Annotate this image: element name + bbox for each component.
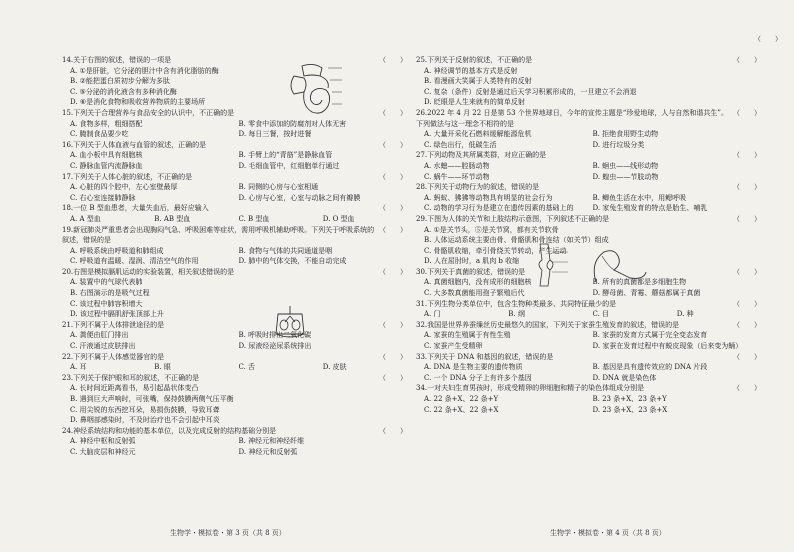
question-text: 下列关于保护眼和耳的叙述，不正确的是 [73,373,200,382]
option: A. A 型血 [70,214,101,223]
footer-right: 生物学・模拟卷・第 4 页（共 8 页） [550,529,666,537]
question-text: 下列生物分类单位中，包含生物种类最多、共同特征最少的是 [427,299,617,308]
question [62,108,407,140]
option: A. 长时间近距离看书，易引起晶状体变凸 [70,384,199,393]
answer-paren[interactable]: （ ） [379,172,407,181]
right-column [416,55,761,415]
option: A. 蚂蚁、狒狒等动物具有明显的社会行为 [424,193,553,202]
question [62,225,407,267]
question-stem [416,108,761,129]
option: D. 进行垃圾分类 [592,140,645,149]
options [416,129,761,150]
question-text: 下列关于反射的叙述，不正确的是 [427,56,533,64]
option: B. 纲 [508,310,525,319]
options [62,119,407,140]
option: A. 真菌细胞内，没有成形的细胞核 [424,278,532,287]
question [416,383,761,415]
question-number: 14. [62,56,74,64]
question-text: 下列关于人体血液与血管的叙述，正确的是 [73,140,207,149]
question-text: 右图是模拟膈肌运动的实验装置，相关叙述错误的是 [73,267,235,276]
option: C. 蜗牛——环节动物 [424,172,490,181]
question [62,267,407,320]
option: C. 22 条+X、22 条+X [424,405,499,414]
question-stem [62,225,407,246]
question-number: 31. [416,299,428,308]
option: A. 装置中的气球代表肺 [70,278,143,287]
option: A. 血小板中具有细胞核 [70,151,143,160]
question-stem [416,383,761,394]
answer-paren[interactable]: （ ） [733,151,761,160]
option: C. B 型血 [238,214,270,223]
question-stem [62,373,407,384]
option: C. 该过程中肺容积增大 [70,299,143,308]
question-stem [62,426,407,437]
options [62,330,407,351]
question-stem [416,150,761,161]
options [416,193,761,214]
question-number: 30. [416,267,428,276]
answer-paren[interactable]: （ ） [379,108,407,117]
options [62,150,407,171]
question-stem [62,140,407,151]
bell-jar-model-figure [272,304,308,340]
option: C. ⑤分泌的消化液含有多种消化酶 [70,87,177,96]
question-text: 新冠肺炎严重患者会出现胸闷气急、呼吸困难等症状，需用呼吸机辅助呼吸。下列关于呼吸系统的叙述，错误的是 [62,225,375,245]
option: C. 舌 [238,363,256,372]
answer-paren[interactable]: （ ） [379,204,407,213]
option: D. 肺中的气体交换，不能自动完成 [238,257,347,266]
option: A. 耳 [70,363,87,372]
option: A. DNA 是生物主要的遗传物质 [424,363,523,372]
question-text: 2022 年 4 月 22 日是第 53 个世界地球日，今年的宣传主题是“珍爱地球，人与自然和谐共生”。下列做法与这一理念不相符的是 [416,108,728,128]
answer-paren[interactable]: （ ） [733,108,761,117]
option: A. 呼吸系统由呼吸道和肺组成 [70,246,164,255]
question-stem [416,182,761,193]
question-text: 关于右图的叙述，错误的一项是 [73,56,172,64]
question [62,373,407,426]
option: C. 大多数真菌能用孢子繁殖后代 [424,289,525,298]
question [62,203,407,224]
question-number: 25. [416,56,428,64]
question [62,55,407,108]
options [416,161,761,182]
option: C. 复杂（条件）反射是通过后天学习积累形成的，一旦建立不会消退 [424,87,637,96]
options [62,214,407,225]
answer-paren[interactable]: （ ） [379,140,407,149]
answer-paren[interactable]: （ ） [733,299,761,308]
question-number: 28. [416,183,428,192]
option: D. 鼻咽部感染时，不及时治疗也不会引起中耳炎 [70,416,220,425]
option: B. AB 型血 [154,214,191,223]
question-number: 20. [62,267,74,276]
question-number: 16. [62,140,74,149]
answer-paren[interactable]: （ ） [379,267,407,276]
option: C. 骨骼肌收缩，牵引骨绕关节转动，产生运动 [424,246,567,255]
option: D. 酵母菌、青霉、蘑菇都属于真菌 [592,289,701,298]
question-number: 22. [62,352,74,361]
question-number: 29. [416,214,428,223]
option: A. 门 [424,310,441,319]
option: C. 右心室连接肺静脉 [70,193,136,202]
question-stem [62,172,407,183]
joint-and-arm-figure [534,242,654,288]
option: C. 目 [592,310,610,319]
option: B. 家蚕的发育方式属于完全变态发育 [592,331,708,340]
option: C. 家蚕产生受精卵 [424,342,483,351]
question-text: 一对夫妇生育男孩时，形成受精卵的卵细胞和精子的染色体组成分别是 [427,384,645,393]
question [416,150,761,182]
option: A. 食物多样，粗细搭配 [70,119,143,128]
answer-paren[interactable]: （ ） [379,373,407,382]
option: B. 零食中添加的防腐剂对人体无害 [238,119,347,128]
option: D. O 型血 [322,214,355,223]
question [62,352,407,373]
question-number: 34. [416,384,428,393]
option: D. 眨眼是人生来就有的简单反射 [424,98,525,107]
option: D. 蝗虫——节肢动物 [592,172,659,181]
options [416,362,761,383]
options [416,394,761,415]
question-stem [62,203,407,214]
option: A. 心脏的四个腔中，左心室壁最厚 [70,183,178,192]
option: D. ⑥是消化食物和吸收营养物质的主要场所 [70,98,206,107]
option: C. 静脉血管内流静脉血 [70,161,143,170]
options [62,436,407,457]
question-stem [62,320,407,331]
question-text: 神经系统结构和功能的基本单位，以及完成反射的结构基础分别是 [73,426,277,435]
question-stem [416,214,761,225]
left-column [62,55,407,458]
question-number: 24. [62,426,74,435]
answer-paren[interactable]: （ ） [733,183,761,192]
answer-paren[interactable]: （ ） [733,352,761,361]
digestive-system-figure [282,62,344,122]
option: A. 神经调节的基本方式是反射 [424,66,518,75]
question-number: 33. [416,352,428,361]
question-text: 下列关于真菌的叙述，错误的是 [427,267,526,276]
question [62,140,407,172]
option: D. 人在屈肘时，a 肌肉 b 收缩 [424,257,520,266]
option: B. 所有的真菌都是多细胞生物 [592,278,687,287]
option: B. 看漫画大笑属于人类特有的反射 [424,77,532,86]
question [62,426,407,458]
option: A. 水螅——腔肠动物 [424,161,490,170]
question-number: 27. [416,151,428,160]
question-stem [416,352,761,363]
option: B. 食物与气体的共同通道是咽 [238,246,333,255]
option: A. 22 条+X、22 条+Y [424,395,499,403]
question-number: 18. [62,204,74,213]
question [62,320,407,352]
option: A. 粪便由肛门排出 [70,331,129,340]
option: C. 汗液通过皮肤排出 [70,342,136,351]
answer-paren[interactable]: （ ） [733,267,761,276]
question [416,299,761,320]
question-number: 19. [62,225,74,234]
question-text: 下列关于人体心脏的叙述，不正确的是 [73,172,193,181]
question-stem [62,267,407,278]
question-text: 下列动物及其所属类群，对应正确的是 [427,151,547,160]
question-stem [416,299,761,310]
footer-left: 生物学・模拟卷・第 3 页（共 8 页） [170,529,286,537]
question [416,320,761,352]
question-stem [62,352,407,363]
option: D. 种 [676,310,694,319]
answer-paren[interactable]: （ ） [379,320,407,329]
options [62,383,407,425]
question-text: 下图为人体的关节和上肢结构示意图，下列叙述不正确的是 [427,214,610,223]
options [416,309,761,320]
option: C. 用尖锐的东西挖耳朵，易损伤鼓膜，导致耳聋 [70,405,220,414]
question-text: 下列不属于人体感觉器官的是 [73,352,165,361]
option: D. 心房与心室，心室与动脉之间有瓣膜 [238,193,361,202]
option: B. 眼 [154,363,171,372]
answer-paren[interactable]: （ ） [733,56,761,64]
question-text: 一位 B 型血患者，大量失血后，最好应输入 [73,204,209,213]
question-number: 26. [416,108,428,117]
option: D. 家兔生殖发育的特点是胎生、哺乳 [592,204,708,213]
question-stem [416,55,761,66]
option: B. 人体运动系统主要由骨、骨骼肌和骨连结（如关节）组成 [424,236,609,245]
option: B. 右图演示的是吸气过程 [70,289,150,298]
options [416,330,761,351]
option: D. 尿液经泌尿系统排出 [238,342,312,351]
option: D. 每日三餐，按时进餐 [238,130,312,139]
question-number: 15. [62,108,74,117]
question-text: 我国是世界养蚕缫丝历史最悠久的国家，下列关于家蚕生殖发育的叙述，错误的是 [427,320,680,329]
question-text: 下列关于动物行为的叙述，错误的是 [427,183,540,192]
question [416,182,761,214]
question-text: 下列不属于人体排泄途径的是 [73,320,165,329]
option: D. 家蚕在发育过程中有蜕皮现象（后来变为蛹） [592,342,743,351]
answer-paren: （ ） [754,35,782,43]
option: B. 呼吸时排出二氧化碳 [238,331,312,340]
option: D. 23 条+X、23 条+X [592,405,668,414]
option: B. 同侧的心房与心室相通 [238,183,319,192]
option: C. 大脑皮层和神经元 [70,447,136,456]
question-number: 21. [62,320,74,329]
question [416,108,761,150]
option: A. 神经中枢和反射弧 [70,437,136,446]
question [416,55,761,108]
answer-paren[interactable]: （ ） [379,352,407,361]
options [62,277,407,319]
options [416,66,761,108]
question [416,352,761,384]
question-stem [62,55,407,66]
option: D. 神经元和反射弧 [238,447,298,456]
options [62,246,407,267]
answer-paren[interactable]: （ ） [379,426,407,435]
option: C. 动物的学习行为是建立在遗传因素的基础上的 [424,204,574,213]
answer-paren[interactable]: （ ） [733,214,761,223]
option: D. 该过程中膈肌舒张顶部上升 [70,310,164,319]
question-text: 下列关于合理营养与食品安全的认识中，不正确的是 [73,108,235,117]
option: C. 绿色出行，低碳生活 [424,140,497,149]
option: D. DNA 就是染色体 [592,373,657,382]
options [62,66,407,108]
option: D. 毛细血管中，红细胞单行通过 [238,161,340,170]
option: B. 23 条+X、23 条+Y [592,395,667,403]
option: A. ①是肝脏，它分泌的胆汁中含有消化脂肪的酶 [70,66,219,75]
option: B. 手臂上的“青筋”是静脉血管 [238,151,333,160]
option: C. 腌制食品要少吃 [70,130,129,139]
option: A. 大量开采化石燃料缓解能源危机 [424,130,532,139]
option: B. 遇到巨大声响时，可张嘴，保持鼓膜两侧气压平衡 [70,395,234,403]
option: C. 呼吸道有温暖、湿润、清洁空气的作用 [70,257,199,266]
option: B. 基因是具有遗传效应的 DNA 片段 [592,363,708,372]
option: B. ②能把蛋白质初步分解为多肽 [70,77,170,86]
question-text: 下列关于 DNA 和基因的叙述，错误的是 [427,352,554,361]
question-number: 23. [62,373,74,382]
option: C. 一个 DNA 分子上有许多个基因 [424,373,532,382]
options [62,182,407,203]
answer-paren[interactable]: （ ） [733,384,761,393]
answer-paren[interactable]: （ ） [379,56,407,64]
option: D. 皮肤 [322,363,347,372]
options [62,362,407,373]
question [62,172,407,204]
option: B. 蛔虫——线形动物 [592,161,659,170]
question-stem [62,108,407,119]
option: A. 家蚕的生殖属于有性生殖 [424,331,511,340]
question-stem [416,320,761,331]
option: B. 拒绝食用野生动物 [592,130,659,139]
option: A. ①是关节头，⑤是关节窝，都有关节软骨 [424,225,559,234]
answer-paren[interactable]: （ ） [379,225,407,234]
question-number: 32. [416,320,428,329]
option: B. 神经元和神经纤维 [238,437,305,446]
answer-paren[interactable]: （ ） [733,320,761,329]
question-number: 17. [62,172,74,181]
option: B. 鲫鱼生活在水中，用鳃呼吸 [592,193,687,202]
